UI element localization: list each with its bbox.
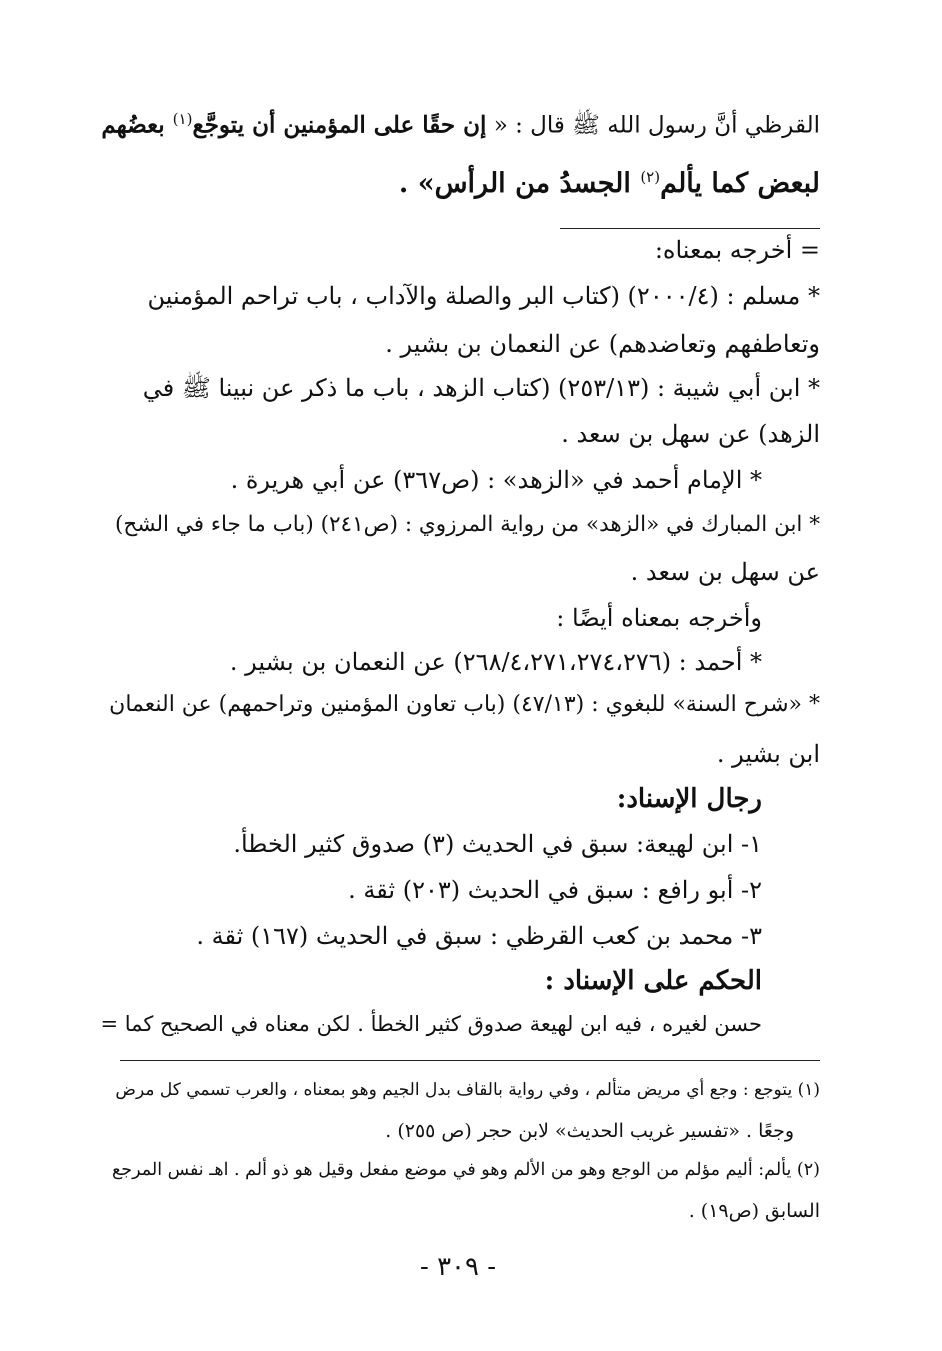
rijal-heading: رجال الإسناد: [616,784,762,814]
separator-footnotes [120,1060,820,1061]
rijal-item-3: ٣- محمد بن كعب القرظي : سبق في الحديث (١٦٧) ثقة . [196,922,762,950]
footnote-ref-1: (١) [172,110,193,128]
takhrij-line-g: * ابن المبارك في «الزهد» من رواية المرزوي : (ص٢٤١) (باب ما جاء في الشح) [115,512,820,537]
hadith-text-3: الجسدُ من الرأس» . [398,168,641,199]
takhrij-line-b: * مسلم : (٢٠٠٠/٤) (كتاب البر والصلة والآداب ، باب تراحم المؤمنين [147,282,820,310]
separator-top [560,228,820,229]
footnote-2-line-2: السابق (ص١٩) . [688,1200,820,1222]
hukm-text: حسن لغيره ، فيه ابن لهيعة صدوق كثير الخطأ . لكن معناه في الصحيح كما = [100,1012,762,1036]
hadith-intro: القرظي أنَّ رسول الله ﷺ قال : « [486,112,820,139]
hadith-text-cont: بعضُهم [101,111,173,139]
takhrij-line-a: = أخرجه بمعناه: [654,236,820,264]
hadith-line-1 [101,110,820,140]
takhrij-line-d: * ابن أبي شيبة : (٢٥٣/١٣) (كتاب الزهد ، باب ما ذكر عن نبينا ﷺ في [142,374,820,402]
footnote-1-line-2: وجعًا . «تفسير غريب الحديث» لابن حجر (ص ٢٥٥) . [385,1120,794,1142]
takhrij-line-k: * «شرح السنة» للبغوي : (٤٧/١٣) (باب تعاون المؤمنين وتراحمهم) عن النعمان [109,692,820,717]
takhrij-line-i: وأخرجه بمعناه أيضًا : [556,604,762,632]
takhrij-line-l: ابن بشير . [716,740,820,768]
rijal-item-1: ١- ابن لهيعة: سبق في الحديث (٣) صدوق كثير الخطأ. [233,830,762,858]
takhrij-line-f: * الإمام أحمد في «الزهد» : (ص٣٦٧) عن أبي هريرة . [230,466,762,494]
rijal-item-2: ٢- أبو رافع : سبق في الحديث (٢٠٣) ثقة . [348,876,762,904]
footnote-ref-2: (٢) [640,168,661,186]
footnote-1-line-1: (١) يتوجع : وجع أي مريض متألم ، وفي رواية بالقاف بدل الجيم وهو بمعناه ، والعرب تسمي كل مرض [115,1080,820,1100]
takhrij-line-c: وتعاطفهم وتعاضدهم) عن النعمان بن بشير . [385,330,820,358]
hadith-line-2 [399,168,820,200]
takhrij-line-j: * أحمد : (٢٦٨/٤،٢٧١،٢٧٤،٢٧٦) عن النعمان بن بشير . [229,648,762,676]
hukm-heading: الحكم على الإسناد : [544,966,762,996]
hadith-text-2: لبعض كما يألم [660,168,820,199]
footnote-2-line-1: (٢) يألم: أليم مؤلم من الوجع وهو من الألم وهو في موضع مفعل وقيل هو ذو ألم . اهـ نفس المرجع [111,1160,820,1180]
hadith-text: إن حقًا على المؤمنين أن يتوجَّع [192,111,487,139]
page-number: - ٣٠٩ - [420,1252,497,1282]
takhrij-line-e: الزهد) عن سهل بن سعد . [561,420,820,448]
takhrij-line-h: عن سهل بن سعد . [630,558,820,586]
